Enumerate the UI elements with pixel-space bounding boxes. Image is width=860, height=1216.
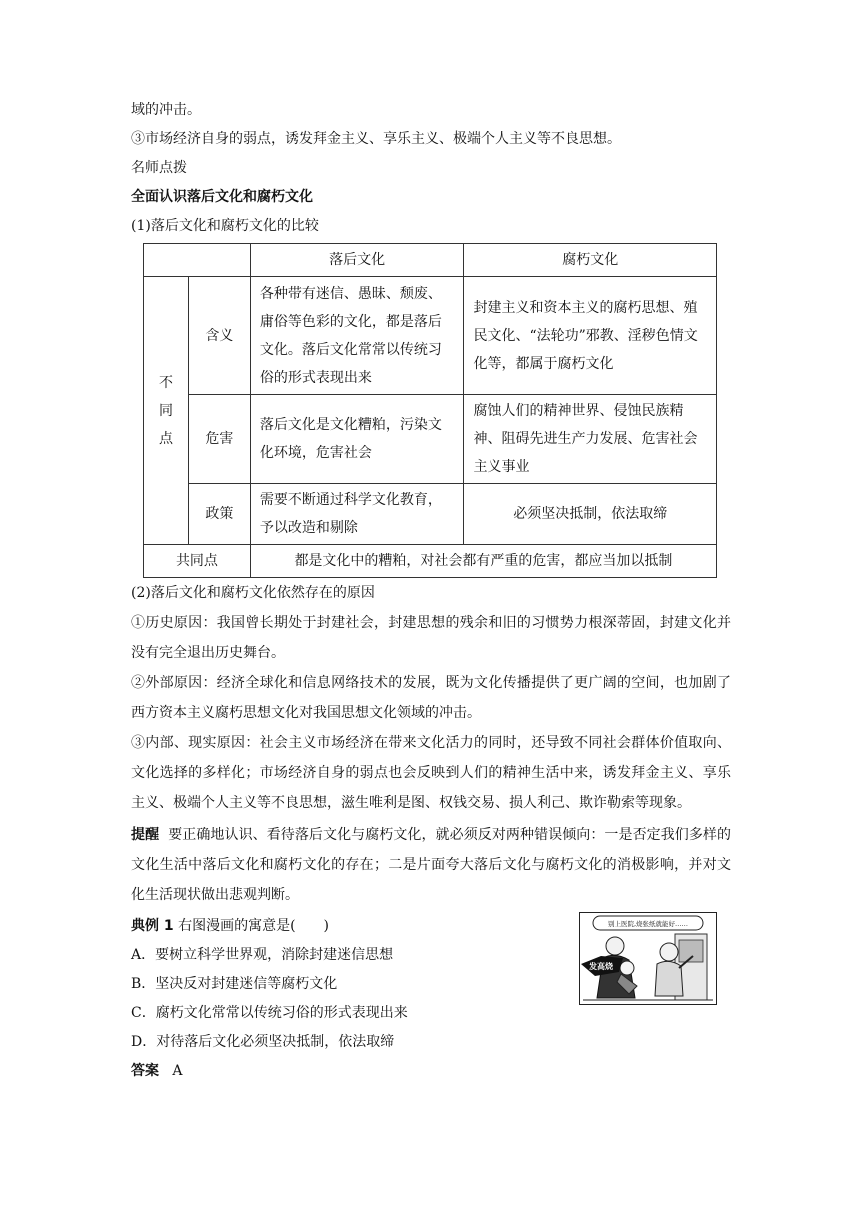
comparison-table: [143, 243, 717, 578]
table-row: [144, 545, 717, 578]
col-header-backward: 落后文化: [250, 244, 464, 277]
reason-external: ②外部原因：经济全球化和信息网络技术的发展，既为文化传播提供了更广阔的空间，也加剧了西方资本主义腐朽思想文化对我国思想文化领域的冲击。: [131, 675, 731, 721]
cell-harm-backward: 落后文化是文化糟粕，污染文化环境，危害社会: [250, 395, 464, 484]
table-row: [144, 484, 717, 545]
example-block: [131, 912, 731, 1057]
option-b: B．坚决反对封建迷信等腐朽文化: [131, 976, 338, 992]
row-label-harm: 危害: [188, 395, 250, 484]
document-body: [131, 96, 731, 1086]
intro-line-1: 域的冲击。: [131, 102, 201, 118]
tip-text: 要正确地认识、看待落后文化与腐朽文化，就必须反对两种错误倾向：一是否定我们多样的文化生活中落后文化和腐朽文化的存在；二是片面夸大落后文化与腐朽文化的消极影响，并对文化生活现状做出悲观判断。: [131, 827, 732, 903]
table-header-row: [144, 244, 717, 277]
subheading-reasons: (2)落后文化和腐朽文化依然存在的原因: [131, 585, 375, 601]
cell-common-text: 都是文化中的糟粕，对社会都有严重的危害，都应当加以抵制: [250, 545, 716, 578]
answer-value: A: [172, 1063, 183, 1079]
cartoon-tag: 发高烧: [589, 962, 613, 971]
row-label-policy: 政策: [188, 484, 250, 545]
tip-label: 提醒: [131, 827, 160, 843]
col-header-decadent: 腐朽文化: [464, 244, 717, 277]
option-a: A．要树立科学世界观，消除封建迷信思想: [131, 947, 394, 963]
table-corner-cell: [144, 244, 251, 277]
table-row: [144, 395, 717, 484]
section-heading: 全面认识落后文化和腐朽文化: [131, 189, 313, 205]
row-label-common: 共同点: [144, 545, 251, 578]
teacher-label: 名师点拨: [131, 160, 187, 176]
answer-line: [131, 1057, 731, 1086]
reason-historical: ①历史原因：我国曾长期处于封建社会，封建思想的残余和旧的习惯势力根深蒂固，封建文化并没有完全退出历史舞台。: [131, 615, 731, 661]
cell-meaning-backward: 各种带有迷信、愚昧、颓废、庸俗等色彩的文化，都是落后文化。落后文化常常以传统习俗的形式表现出来: [250, 277, 464, 395]
answer-label: 答案: [131, 1063, 159, 1079]
option-c: C．腐朽文化常常以传统习俗的形式表现出来: [131, 1005, 408, 1021]
cartoon-illustration: [579, 912, 717, 1005]
cell-harm-decadent: 腐蚀人们的精神世界、侵蚀民族精神、阻碍先进生产力发展、危害社会主义事业: [464, 395, 717, 484]
row-label-meaning: 含义: [188, 277, 250, 395]
cell-meaning-decadent: 封建主义和资本主义的腐朽思想、殖民文化、“法轮功”邪教、淫秽色情文化等，都属于腐朽文化: [464, 277, 717, 395]
option-d: D．对待落后文化必须坚决抵制，依法取缔: [131, 1034, 395, 1050]
reason-internal: ③内部、现实原因：社会主义市场经济在带来文化活力的同时，还导致不同社会群体价值取向、文化选择的多样化；市场经济自身的弱点也会反映到人们的精神生活中来，诱发拜金主义、享乐主义、极端个人主义等不良思想，滋生唯利是图、权钱交易、损人利己、欺诈勒索等现象。: [131, 735, 731, 811]
tip-paragraph: [131, 820, 731, 910]
cell-policy-backward: 需要不断通过科学文化教育，予以改造和剔除: [250, 484, 464, 545]
example-question: 右图漫画的寓意是( ): [178, 918, 330, 934]
group-label-differences: 不 同 点: [144, 277, 189, 545]
intro-line-2: ③市场经济自身的弱点，诱发拜金主义、享乐主义、极端个人主义等不良思想。: [131, 131, 621, 147]
subheading-comparison: (1)落后文化和腐朽文化的比较: [131, 218, 319, 234]
cartoon-caption: 别上医院,烧张纸就能好……: [607, 920, 689, 928]
example-label: 典例 1: [131, 918, 174, 934]
table-row: [144, 277, 717, 395]
cell-policy-decadent: 必须坚决抵制，依法取缔: [464, 484, 717, 545]
